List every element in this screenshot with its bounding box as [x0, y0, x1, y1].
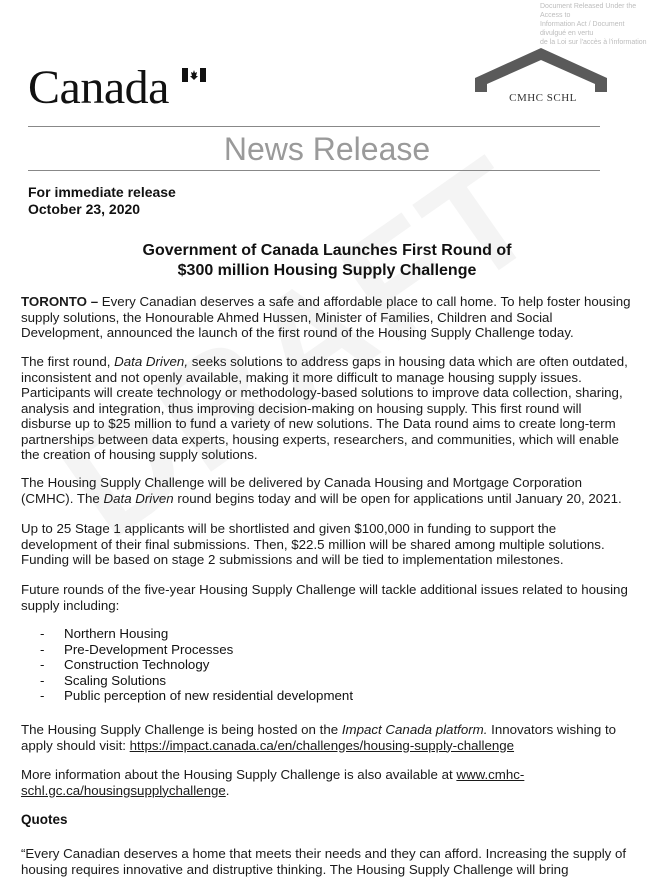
impact-canada-link[interactable]: https://impact.canada.ca/en/challenges/housing-supply-challenge — [129, 737, 515, 753]
canada-wordmark: Canada — [28, 61, 169, 114]
canada-flag-icon — [182, 68, 206, 82]
paragraph-delivery: The Housing Supply Challenge will be delivered by Canada Housing and Mortgage Corporation (CMHC). The Data Driven round begins today and will be open for applications until January 20, 2021. — [21, 475, 622, 506]
header-rule-top — [28, 126, 600, 127]
list-item: - Northern Housing — [40, 626, 169, 641]
headline: Government of Canada Launches First Round of $300 million Housing Supply Challenge — [142, 242, 512, 279]
cmhc-schl-logo: CMHC SCHL — [509, 92, 577, 104]
header-rule-bottom — [28, 170, 600, 171]
news-release-title: News Release — [223, 131, 431, 167]
list-item: - Public perception of new residential development — [40, 688, 354, 704]
future-rounds-list — [40, 626, 600, 704]
paragraph-intro: TORONTO – Every Canadian deserves a safe and affordable place to call home. To help foster housing supply solutions, the Honourable Ahmed Hussen, Minister of Families, Children and Social Development, announced the launch of the first round of the Housing Supply Challenge today. — [21, 294, 631, 340]
paragraph-future-rounds: Future rounds of the five-year Housing Supply Challenge will tackle additional issues related to housing supply including: — [21, 582, 628, 613]
paragraph-data-driven: The first round, Data Driven, seeks solutions to address gaps in housing data which are often outdated, inconsistent and not openly available, making it more difficult to manage housing supply issues. Participants will create technology or methodology-based solutions to improve data collection, sharing, analysis and integration, thus improving decision-making on housing supply. This first round will disburse up to $25 million to fund a variety of new solutions. The Data round aims to create long-term partnerships between data experts, housing experts, researchers, and communities, which will enable the creation of housing supply solutions. — [21, 354, 628, 462]
list-item: - Construction Technology — [40, 657, 210, 673]
paragraph-funding: Up to 25 Stage 1 applicants will be shortlisted and given $100,000 in funding to support the development of their final submissions. Then, $22.5 million will be shared among multiple solutions. Funding will be based on stage 2 submissions and will be tied to implementation milestones. — [21, 521, 605, 567]
paragraph-quote: “Every Canadian deserves a home that meets their needs and they can afford. Increasing the supply of housing requires innovative and distruptive thinking. The Housing Supply Challenge will bring — [21, 846, 627, 877]
cmhc-housing-supply-link[interactable]: www.cmhc-schl.gc.ca/housingsupplychallenge — [21, 767, 525, 798]
quotes-heading: Quotes — [21, 812, 68, 827]
release-info: For immediate release October 23, 2020 — [28, 184, 176, 217]
list-item: - Pre-Development Processes — [40, 641, 234, 657]
paragraph-impact-canada: The Housing Supply Challenge is being hosted on the Impact Canada platform. Innovators wishing to apply should visit: https://impact.canada.ca/en/challenges/housing-supply-challenge — [21, 722, 617, 753]
access-to-information-stamp: Document Released Under the Access to Information Act / Document divulgué en vertu de la Loi sur l'accès à l'information — [540, 3, 647, 46]
list-item: - Scaling Solutions — [40, 672, 167, 688]
cmhc-house-logo-icon — [475, 48, 607, 92]
paragraph-more-info: More information about the Housing Supply Challenge is also available at www.cmhc-schl.gc.ca/housingsupplychallenge. — [21, 767, 525, 798]
